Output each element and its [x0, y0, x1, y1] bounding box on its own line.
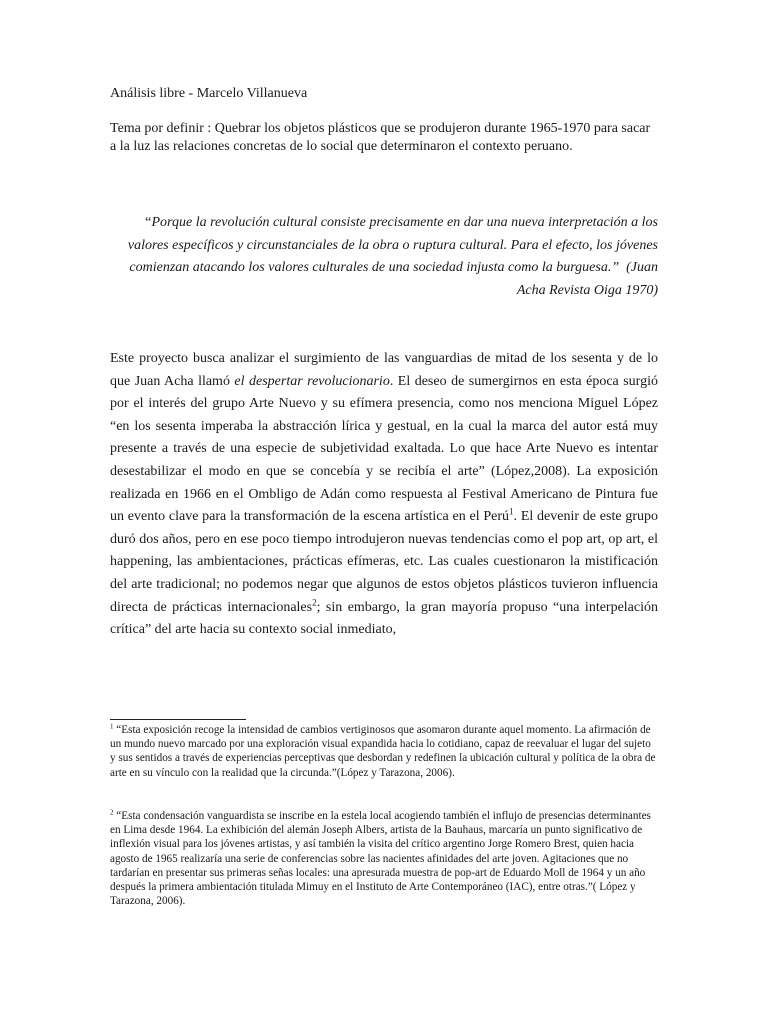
quote-citation: (Juan Acha Revista Oiga 1970): [516, 260, 658, 298]
footnote-ref-2[interactable]: 2: [312, 596, 317, 607]
quote-text: “Porque la revolución cultural consiste precisamente en dar una nueva interpretación a los valores específicos y circunstanciales de la obra o ruptura cultural. Para el efecto, los jóvenes comienzan atacando los valores culturales de una sociedad injusta como la burguesa.”: [127, 215, 658, 275]
epigraph-quote: [110, 212, 658, 302]
topic-paragraph: Tema por definir : Quebrar los objetos plásticos que se produjeron durante 1965-1970 para sacar a la luz las relaciones concretas de lo social que determinaron el contexto peruano.: [110, 121, 651, 154]
body-text-part1: Este proyecto busca analizar el surgimiento de las vanguardias de mitad de los sesenta y de lo que Juan Acha llamó: [110, 351, 658, 389]
body-text-part2: . El deseo de sumergirnos en esta época surgió por el interés del grupo Arte Nuevo y su efímera presencia, como nos menciona Miguel López “en los sesenta imperaba la abstracción lírica y gestual, en la cual la marca del autor está muy presente a través de una especie de subjetividad exaltada. Lo que hace Arte Nuevo es intentar desestabilizar el modo en que se concebía y se recibía el arte” (López,2008). La exposición realizada en 1966 en el Ombligo de Adán como respuesta al Festival Americano de Pintura fue un evento clave para la transformación de la escena artística en el Perú: [110, 373, 658, 525]
footnote-2-text: “Esta condensación vanguardista se inscribe en la estela local acogiendo también el influjo de presencias determinantes en Lima desde 1964. La exhibición del alemán Joseph Albers, artista de la Bauhaus, marcaría un punto significativo de inflexión visual para los jóvenes artistas, y así también la visita del crítico argentino Jorge Romero Brest, quien hacia agosto de 1965 realizaría una serie de conferencias sobre las nacientes afinidades del arte joven. Agitaciones que no tardarían en presentar sus primeras señas locales: una apresurada muestra de pop-art de Eduardo Moll de 1964 y un año después la primera ambientación titulada Mimuy en el Instituto de Arte Contemporáneo (IAC), entre otras.”( López y Tarazona, 2006).: [110, 810, 651, 908]
body-paragraph: [110, 348, 658, 642]
body-text-part4: ; sin embargo, la gran mayoría propuso “una interpelación crítica” del arte hacia su contexto social inmediato,: [110, 599, 658, 638]
body-italic-phrase: el despertar revolucionario: [234, 373, 390, 389]
footnote-1-number: 1: [110, 722, 114, 731]
footnote-2-number: 2: [110, 808, 114, 817]
footnote-ref-1[interactable]: 1: [509, 506, 514, 517]
footnote-1-text: “Esta exposición recoge la intensidad de cambios vertiginosos que asomaron durante aquel momento. La afirmación de un mundo nuevo marcado por una exploración visual expandida hacia lo cotidiano, capaz de reevaluar el lugar del sujeto y sus sentidos a través de experiencias perceptivas que desbordan y redefinen la ubicación cultural y política de la obra de arte en su vínculo con la realidad que la circunda.”(López y Tarazona, 2006).: [110, 724, 656, 779]
footnote-2: [110, 809, 658, 908]
body-text-part3: . El devenir de este grupo duró dos años, pero en ese poco tiempo introdujeron nuevas tendencias como el pop art, op art, el happening, las ambientaciones, prácticas efímeras, etc. Las cuales cuestionaron la mistificación del arte tradicional; no podemos negar que algunos de estos objetos plásticos tuvieron influencia directa de prácticas internacionales: [110, 509, 659, 615]
document-title: Análisis libre - Marcelo Villanueva: [110, 86, 308, 101]
footnote-separator: [110, 719, 246, 720]
footnote-1: [110, 723, 658, 780]
